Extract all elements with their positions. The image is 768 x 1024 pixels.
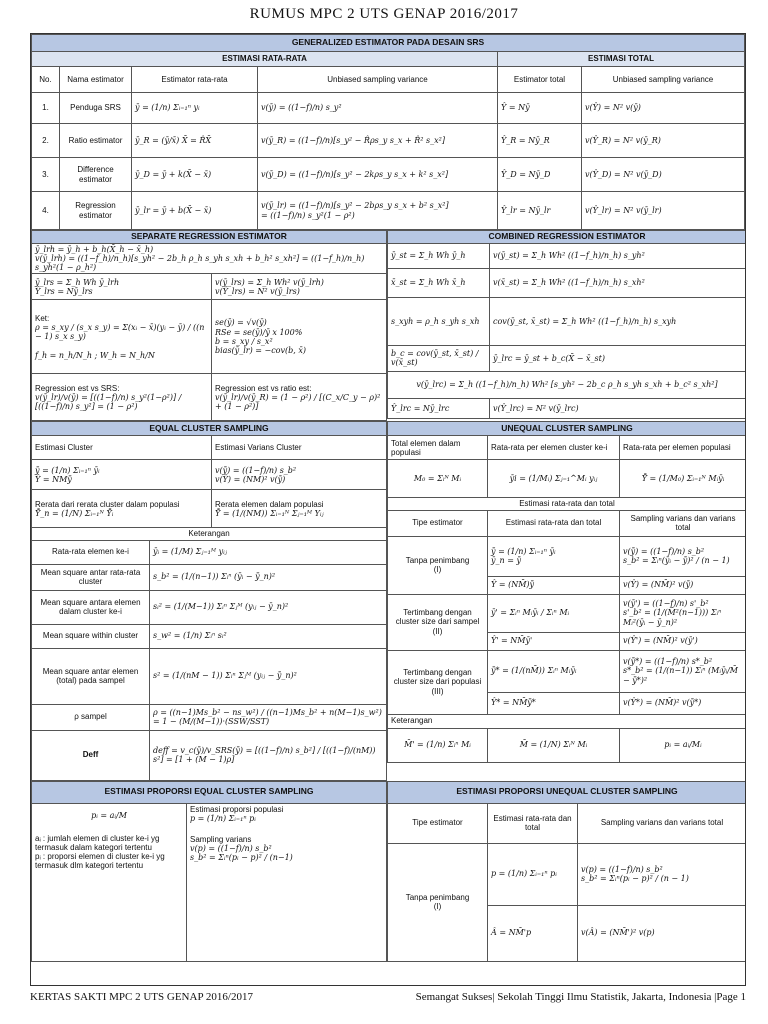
formula: s_w² = (1/n) Σᵢⁿ sᵢ²: [150, 624, 387, 648]
formula: v(Ŷ) = N² v(ȳ): [582, 93, 745, 124]
estimator-name: Regression estimator: [60, 192, 132, 230]
rerata-elem-cell: [212, 490, 387, 528]
proportion-est-cell: [187, 803, 387, 961]
formula: Ŷ' = NM̄ȳ': [488, 632, 620, 650]
col-header: Tipe estimator: [388, 803, 488, 843]
section-bar-separate: SEPARATE REGRESSION ESTIMATOR: [32, 231, 387, 244]
list-item: [32, 590, 387, 624]
table-row: [32, 124, 745, 158]
rerata-label: Rerata dari rerata cluster dalam populasi: [35, 499, 180, 509]
formula: v(ȳ_st) = Σ_h Wh² ((1−f_h)/n_h) s_yh²: [490, 243, 747, 268]
footer-right: Semangat Sukses| Sekolah Tinggi Ilmu Statistik, Jakarta, Indonesia |Page 1: [415, 991, 746, 1003]
item-label: Rata-rata elemen ke-i: [32, 540, 150, 564]
item-label: Mean square antar elemen (total) pada sampel: [32, 648, 150, 704]
cluster-section: [31, 421, 746, 780]
formula: ȳ̄ = (1/n) Σᵢ₌₁ⁿ ȳᵢ Ŷ = NMȳ̄: [32, 460, 212, 490]
formula: v(p) = ((1−f)/n) s_b² s_b² = Σᵢⁿ(pᵢ − p)² / (n−1): [190, 844, 293, 863]
list-item: [32, 648, 387, 704]
formula: M̄ = (1/N) Σᵢᴺ Mᵢ: [488, 728, 620, 762]
u-sub-header: Estimasi rata-rata dan total: [388, 498, 747, 510]
formula: s_b² = (1/(n−1)) Σᵢⁿ (ȳᵢ − ȳ̄_n)²: [150, 564, 387, 590]
formula: p = (1/n) Σᵢ₌₁ⁿ pᵢ: [488, 843, 578, 905]
proportion-desc-cell: [32, 803, 187, 961]
unequal-proportion-table: [387, 781, 746, 962]
formula: Ŷ_D = Nȳ_D: [498, 158, 582, 192]
page-footer: [30, 991, 746, 1003]
row-number: 1.: [32, 93, 60, 124]
formula-sheet: [30, 33, 746, 986]
estimator-type: Tanpa penimbang (I): [388, 843, 488, 961]
reg-ratio-label: Regression est vs ratio est:: [215, 383, 312, 393]
reg-vs-ratio: [212, 374, 387, 421]
formula: ȳ = (1/n) Σᵢ₌₁ⁿ yᵢ: [132, 93, 258, 124]
formula: Ŷ* = NM̄ȳ̄*: [488, 692, 620, 714]
row-number: 4.: [32, 192, 60, 230]
item-label: Mean square antara elemen dalam cluster ke-i: [32, 590, 150, 624]
formula: ρ = s_xy / (s_x s_y) = Σ(xᵢ − x̄)(yᵢ − ȳ) / ((n − 1) s_x s_y) f_h = n_h/N_h ; W_h = N_h/N: [35, 323, 205, 360]
est-cluster-label: Estimasi Cluster: [32, 436, 212, 460]
section-bar-equal-proportion: ESTIMASI PROPORSI EQUAL CLUSTER SAMPLING: [32, 781, 387, 803]
formula: ȳ̄* = (1/(nM̄)) Σᵢⁿ Mᵢȳᵢ: [488, 650, 620, 692]
list-item: [32, 704, 387, 730]
item-label: ρ sampel: [32, 704, 150, 730]
formula: s_xyh = ρ_h s_yh s_xh: [388, 297, 490, 345]
col-header: Sampling varians dan varians total: [578, 803, 747, 843]
formula: Â = NM̄'p: [488, 905, 578, 961]
formula: b_c = cov(ȳ_st, x̄_st) / v(x̄_st): [388, 345, 490, 371]
formula: v(Ŷ) = (NM̄)² v(ȳ̄): [620, 576, 747, 594]
table-row: [32, 158, 745, 192]
col-header: Unbiased sampling variance: [582, 67, 745, 93]
u-rata-label: Rata-rata per elemen cluster ke-i: [488, 436, 620, 460]
col-header: Estimasi rata-rata dan total: [488, 510, 620, 536]
estimator-type: Tertimbang dengan cluster size dari sampel (II): [388, 594, 488, 650]
formula: v(ȳ') = ((1−f)/n) s'_b² s'_b² = (1/(M̄²(n−1))) Σᵢⁿ Mᵢ²(ȳᵢ − ȳ_n)²: [620, 594, 747, 632]
formula: v(x̄_st) = Σ_h Wh² ((1−f_h)/n_h) s_xh²: [490, 268, 747, 297]
reg-vs-srs: [32, 374, 212, 421]
formula: v(ȳ) = ((1−f)/n) s_y²: [258, 93, 498, 124]
proportion-desc: aᵢ : jumlah elemen di cluster ke-i yg termasuk dalam kategori tertentu pᵢ : proporsi elemen di cluster ke-i yg termasuk dlm kategori tertentu: [35, 833, 165, 871]
formula: ȳ_lrc = ȳ_st + b_c(X̄ − x̄_st): [490, 345, 747, 371]
formula: ȳ_lr = ȳ + b(X̄ − x̄): [132, 192, 258, 230]
formula: v(ȳ_lrc) = Σ_h ((1−f_h)/n_h) Wh² [s_yh² − 2b_c ρ_h s_yh s_xh + b_c² s_xh²]: [388, 371, 747, 398]
col-header: Estimator rata-rata: [132, 67, 258, 93]
estimator-name: Penduga SRS: [60, 93, 132, 124]
formula: v(Ŷ*) = (NM̄)² v(ȳ̄*): [620, 692, 747, 714]
formula: ȳᵢ = (1/M) Σⱼ₌₁ᴹ yᵢⱼ: [150, 540, 387, 564]
formula: Ȳ̄_n = (1/N) Σᵢ₌₁ᴺ Ȳ̄ᵢ: [35, 508, 114, 518]
list-item: [32, 730, 387, 780]
formula: ȳ_R = (ȳ/x̄) X̄ = R̂X̄: [132, 124, 258, 158]
item-label: Mean square within cluster: [32, 624, 150, 648]
table-row: [32, 192, 745, 230]
formula: s² = (1/(nM − 1)) Σᵢⁿ Σⱼᴹ (yᵢⱼ − ȳ̄_n)²: [150, 648, 387, 704]
formula: v(ȳ_lrs) = Σ_h Wh² v(ȳ_lrh) v(Ŷ_lrs) = N² v(ȳ_lrs): [212, 274, 387, 300]
formula: v(Ŷ_lr) = N² v(ȳ_lr): [582, 192, 745, 230]
u-total-label: Total elemen dalam populasi: [388, 436, 488, 460]
formula: ȳ̄ = (1/n) Σᵢ₌₁ⁿ ȳᵢ ȳ_n = ȳ̄: [488, 536, 620, 576]
formula: ȳ_D = ȳ + k(X̄ − x̄): [132, 158, 258, 192]
table-row: [388, 536, 747, 576]
list-item: [32, 540, 387, 564]
col-header: No.: [32, 67, 60, 93]
u-rata2-label: Rata-rata per elemen populasi: [620, 436, 747, 460]
section-bar-unequal-proportion: ESTIMASI PROPORSI UNEQUAL CLUSTER SAMPLING: [388, 781, 747, 803]
formula: ȳi = (1/Mᵢ) Σⱼ₌₁^Mᵢ yᵢⱼ: [488, 460, 620, 498]
table-row: [32, 93, 745, 124]
estimator-type: Tertimbang dengan cluster size dari populasi (III): [388, 650, 488, 714]
formula: se(ȳ) = √v(ȳ) RSe = se(ȳ)/ȳ x 100% b = s_xy / s_x² bias(ȳ_lr) = −cov(b, x̄): [212, 300, 387, 374]
regression-section: [31, 230, 746, 421]
ket-left: [32, 300, 212, 374]
formula: ȳ' = Σᵢⁿ Mᵢȳᵢ / Σᵢⁿ Mᵢ: [488, 594, 620, 632]
rerata-elem-label: Rerata elemen dalam populasi: [215, 499, 324, 509]
formula: v(ȳ̄) = ((1−f)/n) s_b² v(Ŷ) = (NM)² v(ȳ̄): [212, 460, 387, 490]
combined-regression-table: [387, 230, 746, 419]
ket-label: Ket:: [35, 313, 50, 323]
formula: ȳ_st = Σ_h Wh ȳ_h: [388, 243, 490, 268]
unequal-cluster-table: [387, 421, 746, 762]
samp-var-label: Sampling varians: [190, 834, 252, 844]
formula: Ŷ_R = Nȳ_R: [498, 124, 582, 158]
col-header: Tipe estimator: [388, 510, 488, 536]
formula: v(Ŷ') = (NM̄)² v(ȳ'): [620, 632, 747, 650]
col-header: Estimasi rata-rata dan total: [488, 803, 578, 843]
srs-estimator-table: [31, 34, 745, 230]
row-number: 3.: [32, 158, 60, 192]
formula: sᵢ² = (1/(M−1)) Σᵢⁿ Σⱼᴹ (yᵢⱼ − ȳ_n)²: [150, 590, 387, 624]
formula: cov(ȳ_st, x̄_st) = Σ_h Wh² ((1−f_h)/n_h) s_xyh: [490, 297, 747, 345]
section-bar-equal-cluster: EQUAL CLUSTER SAMPLING: [32, 422, 387, 436]
sub-header-mean: ESTIMASI RATA-RATA: [32, 52, 498, 67]
formula: pᵢ = aᵢ/M: [91, 810, 127, 820]
formula: Ŷ_lrc = Nȳ_lrc: [388, 398, 490, 418]
table-row: [388, 843, 747, 905]
formula: v(ȳ_lr)/v(ȳ_R) = (1 − ρ²) / [(C_x/C_y − ρ)² + (1 − ρ²)]: [215, 392, 381, 411]
table-row: [388, 594, 747, 632]
formula: p = (1/n) Σᵢ₌₁ⁿ pᵢ: [190, 813, 256, 823]
list-item: [32, 564, 387, 590]
formula: deff = v_c(ȳ̄)/v_SRS(ȳ̄) = [((1−f)/n) s_b²] / [((1−f)/(nM)) s²] = [1 + (M − 1)ρ]: [150, 730, 387, 780]
est-pop-label: Estimasi proporsi populasi: [190, 804, 284, 814]
table-row: [388, 650, 747, 692]
section-bar-srs: GENERALIZED ESTIMATOR PADA DESAIN SRS: [32, 35, 745, 52]
formula: Ȳ̄ = (1/(NM)) Σᵢ₌₁ᴺ Σⱼ₌₁ᴹ Yᵢⱼ: [215, 508, 324, 518]
formula: ȳ_lrs = Σ_h Wh ȳ_lrh Ŷ_lrs = Nȳ_lrs: [32, 274, 212, 300]
formula: v(Ŷ_D) = N² v(ȳ_D): [582, 158, 745, 192]
formula: v(ȳ_R) = ((1−f)/n)[s_y² − R̂ρs_y s_x + R̂² s_x²]: [258, 124, 498, 158]
footer-left: KERTAS SAKTI MPC 2 UTS GENAP 2016/2017: [30, 991, 253, 1003]
formula: v(p) = ((1−f)/n) s_b² s_b² = Σᵢⁿ(pᵢ − p)² / (n − 1): [578, 843, 747, 905]
estimator-name: Difference estimator: [60, 158, 132, 192]
formula: v(ȳ̄*) = ((1−f)/n) s*_b² s*_b² = (1/(n−1)) Σᵢⁿ (Mᵢȳᵢ/M̄ − ȳ̄*)²: [620, 650, 747, 692]
formula: Ŷ_lr = Nȳ_lr: [498, 192, 582, 230]
reg-srs-label: Regression est vs SRS:: [35, 383, 120, 393]
estimator-type: Tanpa penimbang (I): [388, 536, 488, 594]
page-title: RUMUS MPC 2 UTS GENAP 2016/2017: [249, 6, 519, 22]
col-header: Nama estimator: [60, 67, 132, 93]
estimator-name: Ratio estimator: [60, 124, 132, 158]
formula: v(ȳ_lr) = ((1−f)/n)[s_y² − 2bρs_y s_x + b² s_x²] = ((1−f)/n) s_y²(1 − ρ²): [258, 192, 498, 230]
list-item: [32, 624, 387, 648]
formula: v(Â) = (NM̄')² v(p): [578, 905, 747, 961]
equal-cluster-table: [31, 421, 387, 780]
est-var-cluster-label: Estimasi Varians Cluster: [212, 436, 387, 460]
row-number: 2.: [32, 124, 60, 158]
u-ket-header: Keterangan: [388, 714, 747, 728]
formula: M̄' = (1/n) Σᵢⁿ Mᵢ: [388, 728, 488, 762]
separate-regression-table: [31, 230, 387, 421]
rerata-cell: [32, 490, 212, 528]
formula: Ŷ = Nȳ: [498, 93, 582, 124]
formula: v(ȳ_D) = ((1−f)/n)[s_y² − 2kρs_y s_x + k² s_x²]: [258, 158, 498, 192]
formula: ȳ_lrh = ȳ_h + b_h(X̄_h − x̄_h) v(ȳ_lrh) = ((1−f_h)/n_h)[s_yh² − 2b_h ρ_h s_yh s_xh + b_h² s_xh²] = ((1−f_h)/n_h) s_yh²(1 − ρ_h²): [32, 243, 387, 274]
section-bar-combined: COMBINED REGRESSION ESTIMATOR: [388, 231, 747, 244]
keterangan-header: Keterangan: [32, 528, 387, 540]
formula: v(Ŷ_lrc) = N² v(ȳ_lrc): [490, 398, 747, 418]
formula: pᵢ = aᵢ/Mᵢ: [620, 728, 747, 762]
col-header: Sampling varians dan varians total: [620, 510, 747, 536]
formula: x̄_st = Σ_h Wh x̄_h: [388, 268, 490, 297]
col-header: Unbiased sampling variance: [258, 67, 498, 93]
formula: M₀ = Σᵢᴺ Mᵢ: [388, 460, 488, 498]
formula: Ŷ = (NM̄)ȳ̄: [488, 576, 620, 594]
formula: v(ȳ_lr)/v(ȳ) = [((1−f)/n) s_y²(1−ρ²)] / [((1−f)/n) s_y²] = (1 − ρ²): [35, 392, 182, 411]
formula: v(Ŷ_R) = N² v(ȳ_R): [582, 124, 745, 158]
item-label: Mean square antar rata-rata cluster: [32, 564, 150, 590]
proportion-section: [31, 781, 746, 962]
col-header: Estimator total: [498, 67, 582, 93]
formula: v(ȳ̄) = ((1−f)/n) s_b² s_b² = Σᵢⁿ(ȳᵢ − ȳ̄)² / (n − 1): [620, 536, 747, 576]
item-label: Deff: [32, 730, 150, 780]
equal-proportion-table: [31, 781, 387, 962]
section-bar-unequal-cluster: UNEQUAL CLUSTER SAMPLING: [388, 422, 747, 436]
formula: ρ = ((n−1)Ms_b² − ns_w²) / ((n−1)Ms_b² + n(M−1)s_w²) = 1 − (M/(M−1))·(SSW/SST): [150, 704, 387, 730]
sub-header-total: ESTIMASI TOTAL: [498, 52, 745, 67]
formula: Ȳ̄ = (1/M₀) Σᵢ₌₁ᴺ Mᵢȳᵢ: [620, 460, 747, 498]
